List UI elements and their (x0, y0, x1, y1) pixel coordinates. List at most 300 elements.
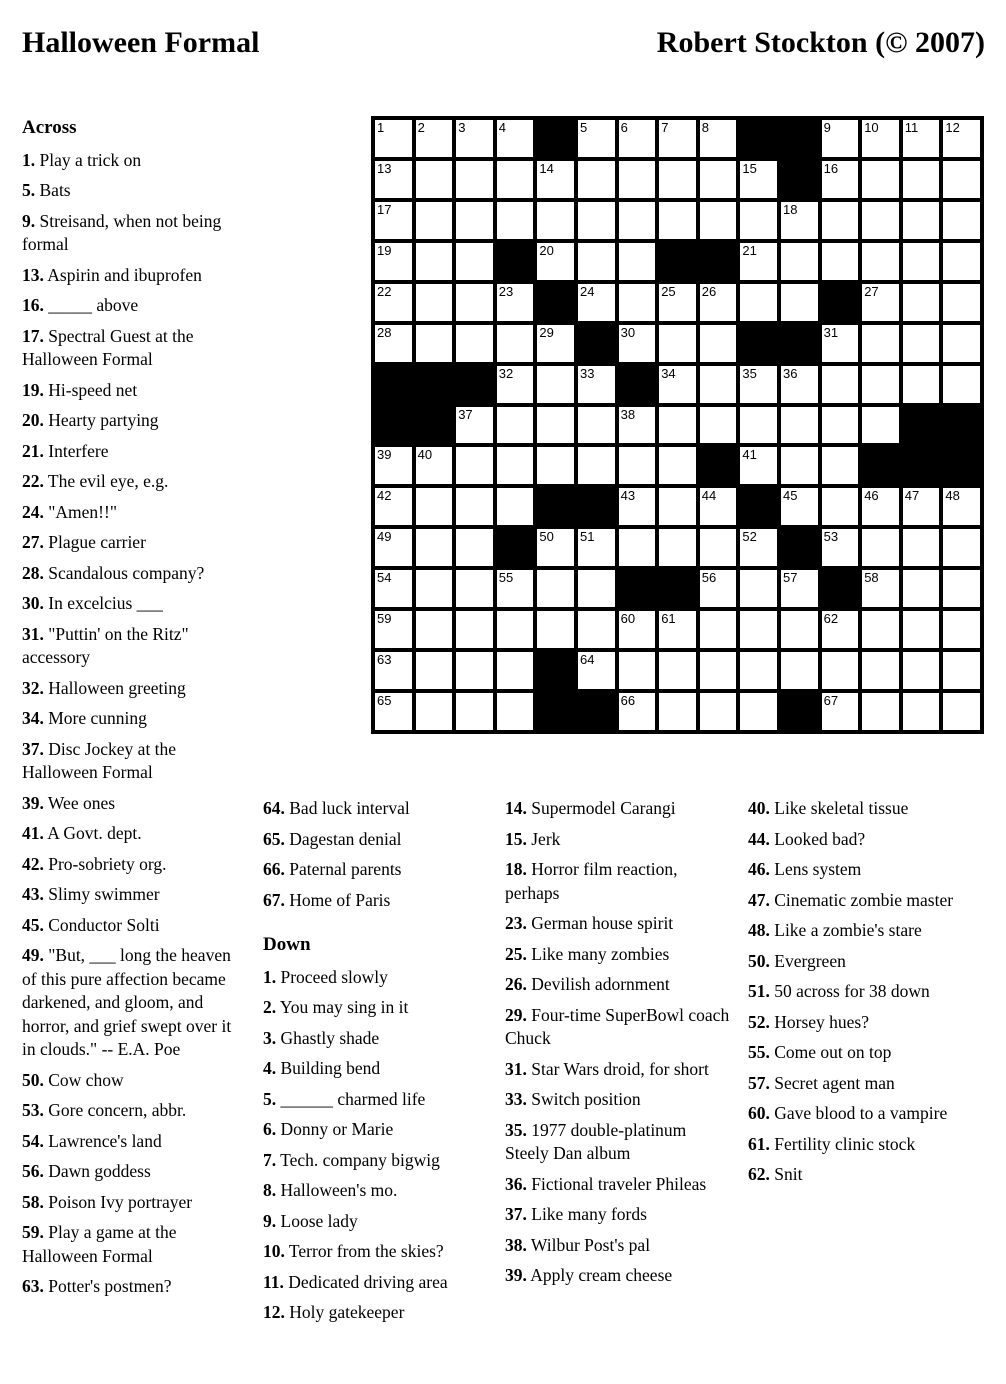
white-cell[interactable] (862, 488, 899, 525)
white-cell[interactable] (943, 570, 980, 607)
down-header: Down (263, 934, 311, 955)
white-cell[interactable] (375, 611, 412, 648)
white-cell[interactable] (700, 325, 737, 362)
white-cell[interactable] (497, 488, 534, 525)
white-cell[interactable] (903, 488, 940, 525)
cell-number: 27 (864, 283, 879, 299)
white-cell[interactable] (943, 529, 980, 566)
white-cell[interactable] (537, 570, 574, 607)
clue-number: 13. (22, 264, 44, 285)
white-cell[interactable] (903, 284, 940, 321)
black-cell (537, 652, 574, 689)
black-cell (619, 366, 656, 403)
down-clue-46: 46. Lens system (748, 859, 862, 879)
white-cell[interactable] (375, 325, 412, 362)
white-cell[interactable] (375, 652, 412, 689)
white-cell[interactable] (497, 366, 534, 403)
clue-number: 19. (22, 379, 44, 400)
white-cell[interactable] (659, 652, 696, 689)
white-cell[interactable] (456, 652, 493, 689)
white-cell[interactable] (537, 407, 574, 444)
white-cell[interactable] (700, 366, 737, 403)
white-cell[interactable] (903, 202, 940, 239)
cell-number: 54 (377, 570, 392, 586)
white-cell[interactable] (497, 570, 534, 607)
white-cell[interactable] (822, 611, 859, 648)
across-clue-24: 24. "Amen!!" (22, 501, 117, 522)
white-cell[interactable] (740, 407, 777, 444)
cell-number: 19 (377, 242, 392, 258)
black-cell (416, 407, 453, 444)
across-clue-21: 21. Interfere (22, 440, 109, 461)
down-clue-50: 50. Evergreen (748, 950, 846, 971)
white-cell[interactable] (659, 693, 696, 730)
white-cell[interactable] (700, 529, 737, 566)
white-cell[interactable] (619, 529, 656, 566)
white-cell[interactable] (659, 284, 696, 321)
down-clue-31: 31. Star Wars droid, for short (505, 1058, 709, 1079)
white-cell[interactable] (822, 652, 859, 689)
cell-number: 30 (620, 324, 636, 340)
white-cell[interactable] (700, 120, 737, 157)
down-clue-62: 62. Snit (748, 1164, 803, 1184)
white-cell[interactable] (619, 202, 656, 239)
white-cell[interactable] (416, 120, 453, 157)
clue-number: 35. (505, 1119, 527, 1140)
white-cell[interactable] (619, 243, 656, 280)
white-cell[interactable] (537, 529, 574, 566)
white-cell[interactable] (659, 488, 696, 525)
black-cell (903, 447, 940, 484)
white-cell[interactable] (862, 202, 899, 239)
white-cell[interactable] (700, 284, 737, 321)
white-cell[interactable] (375, 529, 412, 566)
white-cell[interactable] (781, 284, 818, 321)
clue-number: 16. (22, 295, 44, 315)
white-cell[interactable] (375, 120, 412, 157)
clue-column-4 (748, 797, 962, 1194)
white-cell[interactable] (578, 611, 615, 648)
cell-number: 37 (458, 406, 473, 422)
clue-number: 61. (748, 1133, 770, 1154)
clue-number: 40. (748, 798, 770, 818)
white-cell[interactable] (781, 447, 818, 484)
crossword-grid (371, 116, 984, 734)
cell-number: 22 (377, 283, 392, 299)
white-cell[interactable] (943, 202, 980, 239)
white-cell[interactable] (700, 652, 737, 689)
white-cell[interactable] (375, 284, 412, 321)
white-cell[interactable] (903, 570, 940, 607)
cell-number: 40 (417, 447, 433, 463)
white-cell[interactable] (822, 202, 859, 239)
black-cell (416, 366, 453, 403)
white-cell[interactable] (740, 161, 777, 198)
cell-number: 29 (539, 324, 554, 340)
white-cell[interactable] (375, 202, 412, 239)
white-cell[interactable] (700, 202, 737, 239)
clue-number: 63. (22, 1276, 44, 1296)
cell-number: 12 (945, 120, 960, 135)
across-clue-5: 5. Bats (22, 180, 71, 200)
white-cell[interactable] (416, 161, 453, 198)
white-cell[interactable] (822, 488, 859, 525)
white-cell[interactable] (416, 570, 453, 607)
white-cell[interactable] (619, 488, 656, 525)
cell-number: 48 (945, 488, 960, 504)
white-cell[interactable] (862, 366, 899, 403)
white-cell[interactable] (497, 652, 534, 689)
white-cell[interactable] (943, 488, 980, 525)
white-cell[interactable] (619, 325, 656, 362)
white-cell[interactable] (578, 120, 615, 157)
cell-number: 42 (377, 488, 392, 504)
white-cell[interactable] (700, 488, 737, 525)
across-clue-1: 1. Play a trick on (22, 149, 142, 170)
white-cell[interactable] (537, 611, 574, 648)
white-cell[interactable] (822, 161, 859, 198)
white-cell[interactable] (619, 284, 656, 321)
clue-number: 21. (22, 440, 44, 461)
white-cell[interactable] (903, 161, 940, 198)
white-cell[interactable] (862, 161, 899, 198)
white-cell[interactable] (943, 325, 980, 362)
white-cell[interactable] (700, 611, 737, 648)
down-clue-44: 44. Looked bad? (748, 828, 866, 849)
cell-number: 15 (742, 160, 757, 176)
white-cell[interactable] (740, 570, 777, 607)
white-cell[interactable] (578, 529, 615, 566)
white-cell[interactable] (862, 570, 899, 607)
clue-number: 59. (22, 1222, 44, 1242)
white-cell[interactable] (456, 284, 493, 321)
white-cell[interactable] (740, 243, 777, 280)
clue-number: 41. (22, 823, 44, 843)
clue-number: 11. (263, 1271, 284, 1292)
white-cell[interactable] (497, 693, 534, 730)
white-cell[interactable] (537, 161, 574, 198)
white-cell[interactable] (740, 447, 777, 484)
white-cell[interactable] (781, 243, 818, 280)
white-cell[interactable] (781, 407, 818, 444)
white-cell[interactable] (619, 652, 656, 689)
white-cell[interactable] (456, 243, 493, 280)
white-cell[interactable] (740, 611, 777, 648)
white-cell[interactable] (619, 120, 656, 157)
white-cell[interactable] (903, 120, 940, 157)
white-cell[interactable] (416, 529, 453, 566)
clue-number: 2. (263, 997, 277, 1017)
clue-number: 30. (22, 593, 44, 613)
clue-number: 5. (22, 180, 36, 200)
white-cell[interactable] (456, 529, 493, 566)
white-cell[interactable] (456, 325, 493, 362)
white-cell[interactable] (740, 284, 777, 321)
clue-number: 65. (263, 828, 285, 849)
white-cell[interactable] (456, 161, 493, 198)
cell-number: 58 (864, 570, 879, 586)
white-cell[interactable] (456, 447, 493, 484)
across-clue-65: 65. Dagestan denial (263, 828, 402, 849)
clue-column-3 (505, 797, 730, 1295)
down-clue-9: 9. Loose lady (263, 1210, 358, 1231)
white-cell[interactable] (822, 693, 859, 730)
clue-number: 44. (748, 828, 770, 849)
white-cell[interactable] (659, 447, 696, 484)
cell-number: 44 (701, 488, 717, 504)
clue-number: 62. (748, 1164, 770, 1184)
white-cell[interactable] (659, 161, 696, 198)
white-cell[interactable] (375, 488, 412, 525)
white-cell[interactable] (497, 325, 534, 362)
cell-number: 59 (377, 611, 392, 627)
cell-number: 16 (823, 160, 839, 176)
clue-number: 26. (505, 974, 527, 994)
down-clue-52: 52. Horsey hues? (748, 1011, 870, 1032)
white-cell[interactable] (497, 120, 534, 157)
black-cell (903, 407, 940, 444)
white-cell[interactable] (700, 407, 737, 444)
white-cell[interactable] (822, 366, 859, 403)
white-cell[interactable] (862, 529, 899, 566)
down-clue-51: 51. 50 across for 38 down (748, 981, 930, 1001)
white-cell[interactable] (659, 366, 696, 403)
white-cell[interactable] (416, 693, 453, 730)
white-cell[interactable] (578, 447, 615, 484)
white-cell[interactable] (781, 366, 818, 403)
cell-number: 10 (864, 120, 879, 135)
black-cell (781, 693, 818, 730)
clue-column-2 (263, 797, 493, 1332)
black-cell (781, 325, 818, 362)
white-cell[interactable] (903, 529, 940, 566)
white-cell[interactable] (903, 611, 940, 648)
white-cell[interactable] (537, 202, 574, 239)
cell-number: 9 (823, 120, 831, 135)
clue-number: 29. (505, 1004, 527, 1025)
white-cell[interactable] (619, 407, 656, 444)
white-cell[interactable] (416, 447, 453, 484)
white-cell[interactable] (700, 570, 737, 607)
white-cell[interactable] (537, 243, 574, 280)
black-cell (781, 161, 818, 198)
white-cell[interactable] (416, 611, 453, 648)
white-cell[interactable] (416, 202, 453, 239)
white-cell[interactable] (943, 120, 980, 157)
white-cell[interactable] (619, 693, 656, 730)
white-cell[interactable] (537, 325, 574, 362)
across-clue-59: 59. Play a game at the Halloween Formal (22, 1222, 177, 1266)
white-cell[interactable] (619, 161, 656, 198)
black-cell (497, 529, 534, 566)
white-cell[interactable] (740, 693, 777, 730)
white-cell[interactable] (456, 611, 493, 648)
white-cell[interactable] (416, 325, 453, 362)
clue-column-1 (22, 116, 238, 1306)
white-cell[interactable] (781, 488, 818, 525)
white-cell[interactable] (740, 529, 777, 566)
clue-number: 49. (22, 945, 44, 965)
clue-number: 25. (505, 943, 527, 964)
white-cell[interactable] (862, 611, 899, 648)
white-cell[interactable] (416, 488, 453, 525)
white-cell[interactable] (943, 243, 980, 280)
white-cell[interactable] (822, 325, 859, 362)
white-cell[interactable] (578, 570, 615, 607)
down-clue-5: 5. ______ charmed life (263, 1088, 426, 1109)
white-cell[interactable] (822, 120, 859, 157)
white-cell[interactable] (456, 120, 493, 157)
white-cell[interactable] (375, 243, 412, 280)
white-cell[interactable] (822, 243, 859, 280)
white-cell[interactable] (862, 120, 899, 157)
white-cell[interactable] (375, 161, 412, 198)
white-cell[interactable] (781, 611, 818, 648)
black-cell (497, 243, 534, 280)
white-cell[interactable] (943, 652, 980, 689)
cell-number: 14 (539, 160, 554, 176)
white-cell[interactable] (862, 652, 899, 689)
black-cell (375, 407, 412, 444)
white-cell[interactable] (781, 652, 818, 689)
white-cell[interactable] (578, 366, 615, 403)
white-cell[interactable] (903, 325, 940, 362)
white-cell[interactable] (862, 243, 899, 280)
white-cell[interactable] (578, 284, 615, 321)
white-cell[interactable] (456, 693, 493, 730)
white-cell[interactable] (740, 652, 777, 689)
cell-number: 18 (782, 201, 798, 217)
white-cell[interactable] (943, 366, 980, 403)
clue-number: 55. (748, 1042, 770, 1062)
clue-number: 64. (263, 798, 285, 818)
down-clue-11: 11. Dedicated driving area (263, 1271, 448, 1292)
white-cell[interactable] (943, 611, 980, 648)
cell-number: 46 (864, 488, 879, 504)
white-cell[interactable] (659, 202, 696, 239)
black-cell (375, 366, 412, 403)
white-cell[interactable] (578, 407, 615, 444)
black-cell (700, 243, 737, 280)
white-cell[interactable] (659, 529, 696, 566)
white-cell[interactable] (943, 284, 980, 321)
white-cell[interactable] (578, 243, 615, 280)
cell-number: 34 (661, 365, 676, 381)
white-cell[interactable] (862, 325, 899, 362)
down-clue-55: 55. Come out on top (748, 1042, 892, 1062)
across-clue-50: 50. Cow chow (22, 1069, 124, 1090)
white-cell[interactable] (862, 693, 899, 730)
white-cell[interactable] (943, 693, 980, 730)
black-cell (578, 693, 615, 730)
black-cell (700, 447, 737, 484)
black-cell (781, 120, 818, 157)
white-cell[interactable] (619, 611, 656, 648)
white-cell[interactable] (659, 611, 696, 648)
clue-number: 33. (505, 1089, 527, 1109)
white-cell[interactable] (659, 325, 696, 362)
down-clue-4: 4. Building bend (263, 1058, 381, 1078)
white-cell[interactable] (781, 570, 818, 607)
white-cell[interactable] (862, 284, 899, 321)
white-cell[interactable] (497, 447, 534, 484)
white-cell[interactable] (903, 693, 940, 730)
white-cell[interactable] (375, 693, 412, 730)
white-cell[interactable] (375, 447, 412, 484)
white-cell[interactable] (578, 652, 615, 689)
white-cell[interactable] (740, 366, 777, 403)
white-cell[interactable] (822, 407, 859, 444)
black-cell (619, 570, 656, 607)
white-cell[interactable] (862, 407, 899, 444)
white-cell[interactable] (497, 611, 534, 648)
white-cell[interactable] (537, 447, 574, 484)
white-cell[interactable] (659, 120, 696, 157)
white-cell[interactable] (700, 161, 737, 198)
white-cell[interactable] (659, 407, 696, 444)
white-cell[interactable] (700, 693, 737, 730)
cell-number: 61 (661, 611, 676, 627)
clue-number: 43. (22, 884, 44, 904)
white-cell[interactable] (578, 202, 615, 239)
white-cell[interactable] (416, 243, 453, 280)
clue-number: 15. (505, 828, 527, 849)
across-clue-66: 66. Paternal parents (263, 859, 402, 879)
black-cell (659, 570, 696, 607)
clue-number: 5. (263, 1088, 277, 1109)
white-cell[interactable] (456, 570, 493, 607)
white-cell[interactable] (537, 366, 574, 403)
white-cell[interactable] (497, 284, 534, 321)
white-cell[interactable] (781, 202, 818, 239)
cell-number: 64 (579, 652, 595, 668)
white-cell[interactable] (903, 243, 940, 280)
white-cell[interactable] (416, 652, 453, 689)
white-cell[interactable] (416, 284, 453, 321)
clue-number: 23. (505, 913, 527, 933)
white-cell[interactable] (619, 447, 656, 484)
white-cell[interactable] (903, 652, 940, 689)
white-cell[interactable] (740, 202, 777, 239)
white-cell[interactable] (456, 202, 493, 239)
white-cell[interactable] (578, 161, 615, 198)
cell-number: 51 (579, 529, 595, 545)
white-cell[interactable] (822, 447, 859, 484)
black-cell (537, 693, 574, 730)
cell-number: 35 (742, 365, 757, 381)
white-cell[interactable] (497, 202, 534, 239)
clue-number: 28. (22, 562, 44, 583)
cell-number: 4 (498, 120, 507, 135)
white-cell[interactable] (375, 570, 412, 607)
white-cell[interactable] (497, 161, 534, 198)
white-cell[interactable] (497, 407, 534, 444)
down-clue-40: 40. Like skeletal tissue (748, 798, 909, 818)
cell-number: 53 (823, 529, 839, 545)
white-cell[interactable] (943, 161, 980, 198)
white-cell[interactable] (456, 488, 493, 525)
clue-number: 14. (505, 798, 527, 818)
cell-number: 63 (377, 652, 392, 668)
black-cell (822, 284, 859, 321)
white-cell[interactable] (822, 529, 859, 566)
cell-number: 8 (701, 120, 710, 135)
cell-number: 31 (823, 324, 839, 340)
white-cell[interactable] (456, 407, 493, 444)
white-cell[interactable] (903, 366, 940, 403)
clue-number: 60. (748, 1103, 770, 1123)
across-clue-56: 56. Dawn goddess (22, 1161, 151, 1181)
